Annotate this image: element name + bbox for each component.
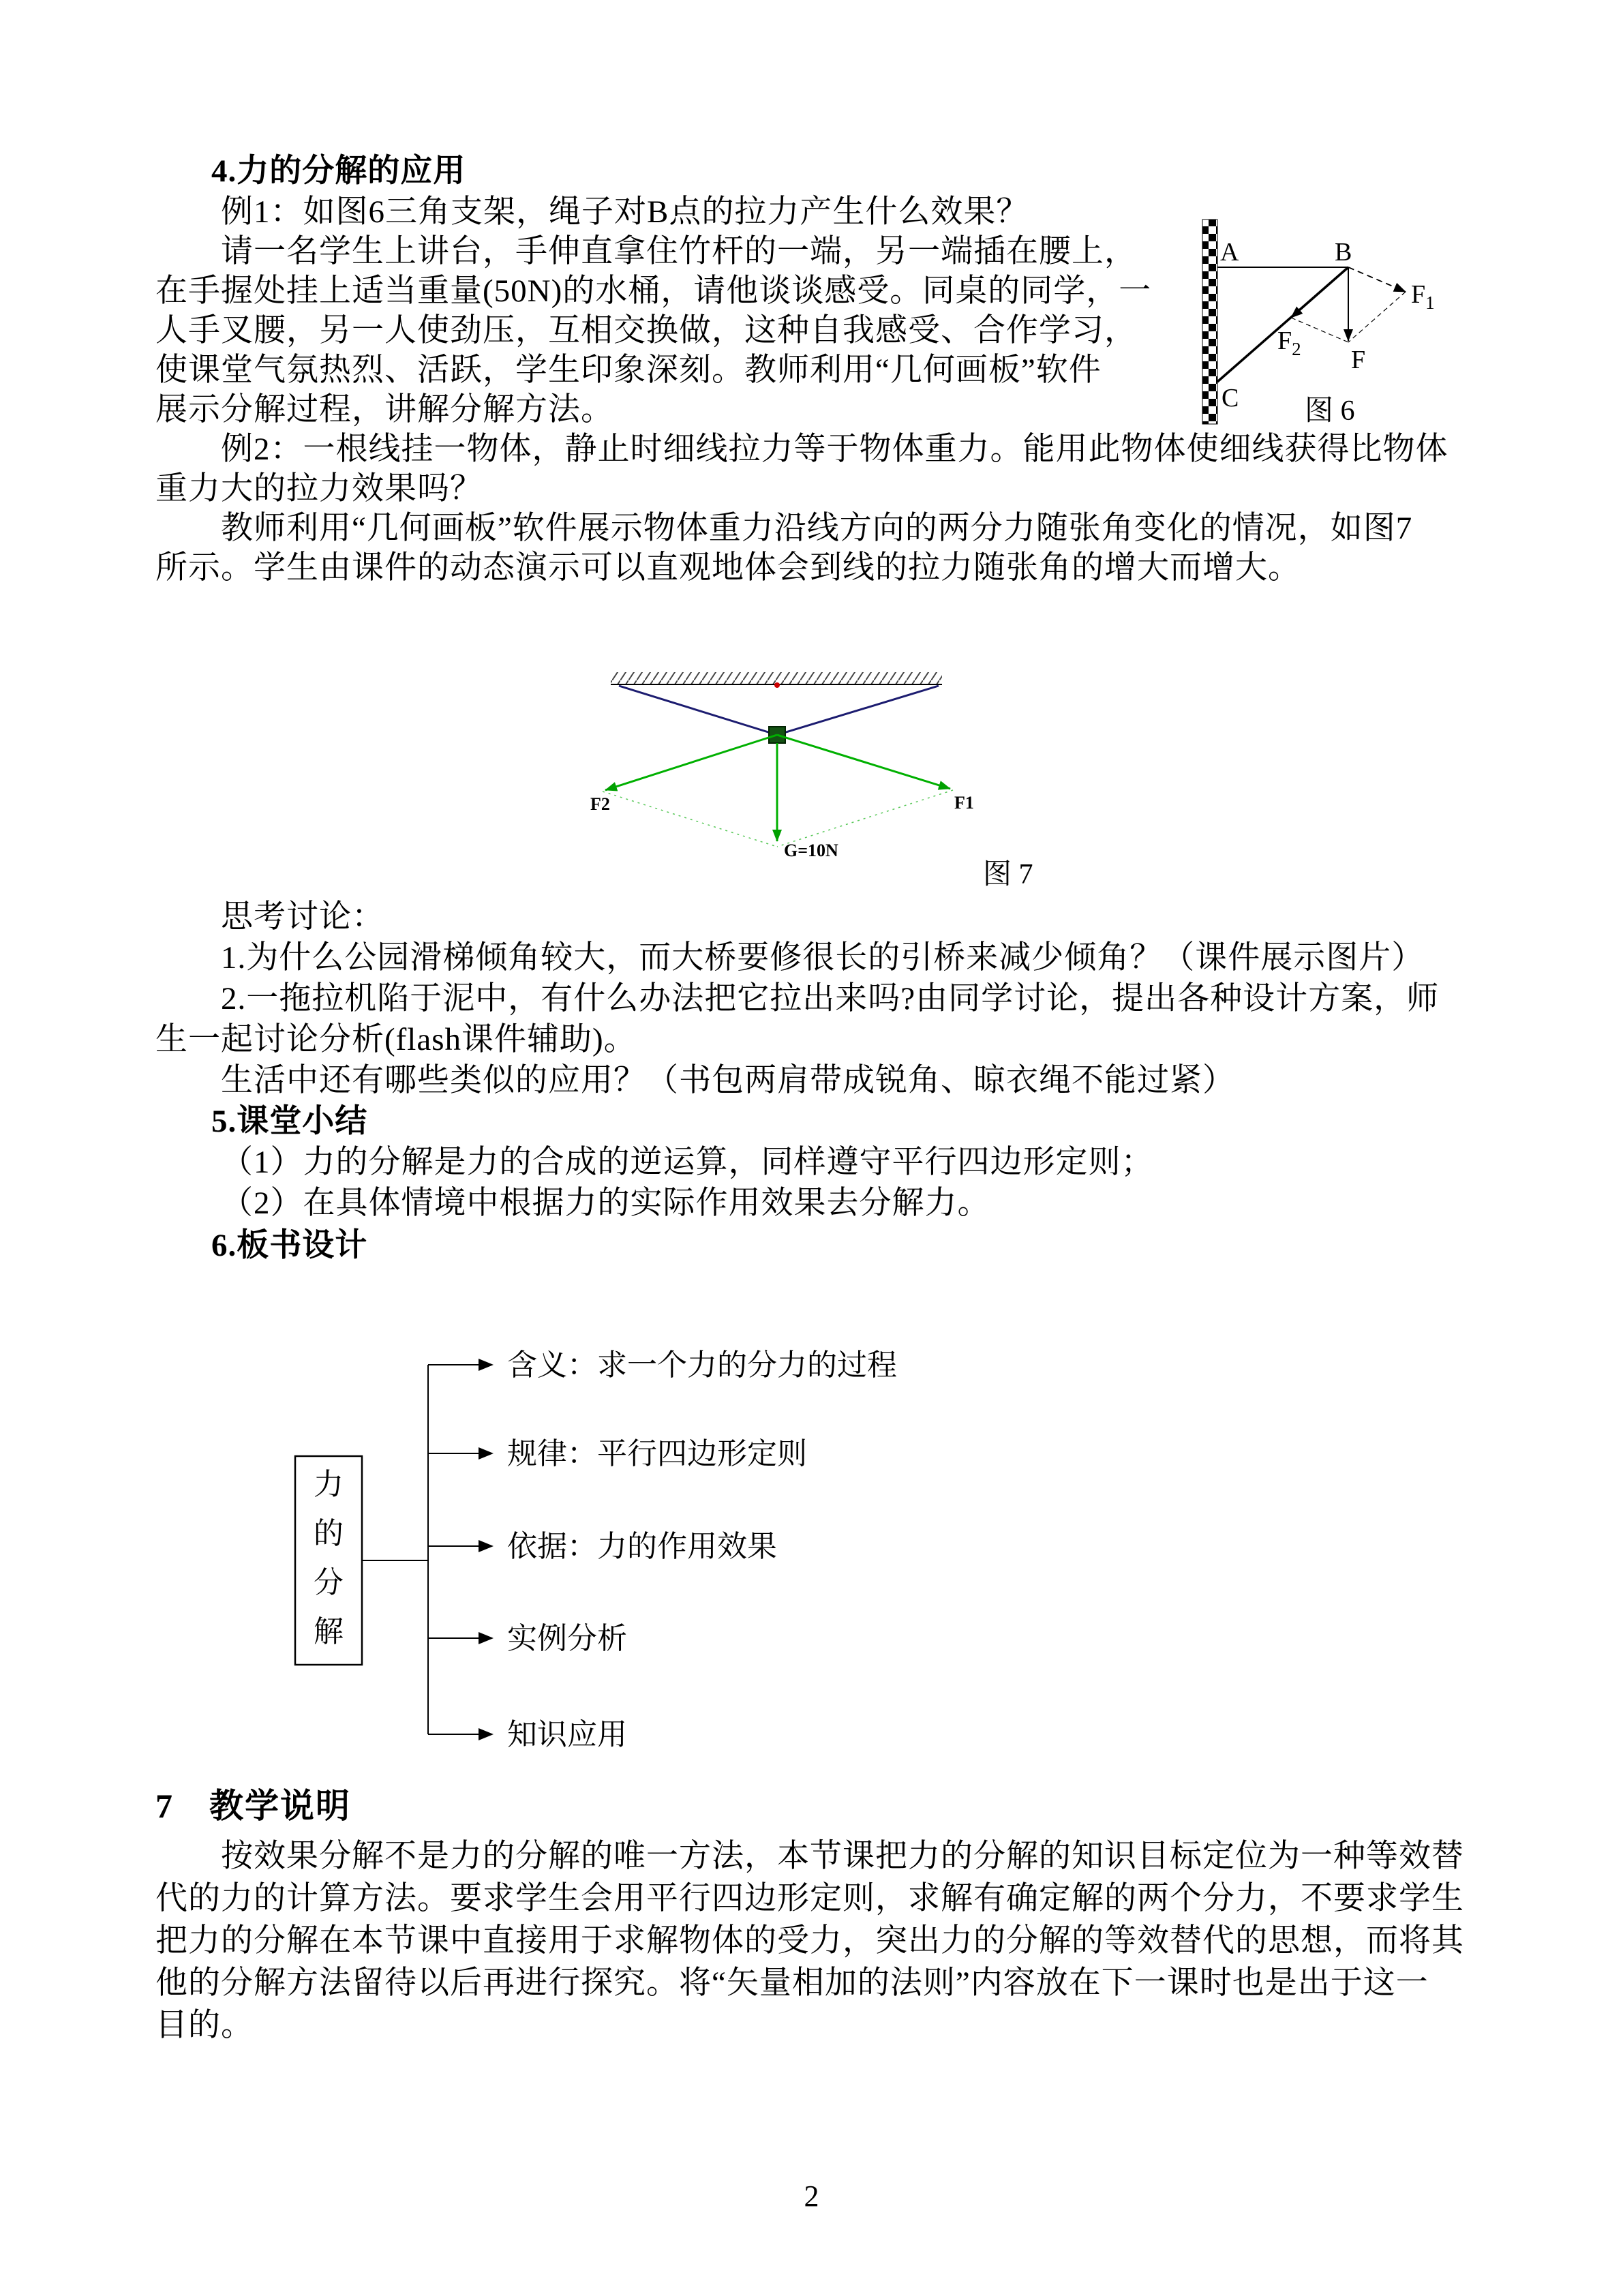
board-item-basis: 依据：力的作用效果 xyxy=(507,1530,777,1563)
parallelogram-dashed-side xyxy=(603,791,777,847)
component-F1-arrow xyxy=(777,735,950,789)
label-point-C: C xyxy=(1222,384,1239,412)
text-line: 2.一拖拉机陷于泥中，有什么办法把它拉出来吗?由同学讨论，提出各种设计方案，师 xyxy=(221,981,1440,1016)
heading-4-application: 4.力的分解的应用 xyxy=(211,153,466,189)
text-line: 他的分解方法留待以后再进行探究。将“矢量相加的法则”内容放在下一课时也是出于这一 xyxy=(155,1965,1429,2001)
label-force-F1: $F_1$ xyxy=(1411,280,1435,313)
wall-hatched xyxy=(1202,220,1217,424)
text-line: 生活中还有哪些类似的应用？（书包两肩带成锐角、晾衣绳不能过紧） xyxy=(221,1063,1235,1098)
page-number: 2 xyxy=(804,2179,819,2213)
text-line: 教师利用“几何画板”软件展示物体重力沿线方向的两分力随张角变化的情况，如图7 xyxy=(221,511,1413,546)
component-F2-arrow xyxy=(605,735,777,790)
figure6-caption: 图 6 xyxy=(1305,395,1355,427)
label-point-A: A xyxy=(1220,238,1239,267)
heading-6-board-design: 6.板书设计 xyxy=(211,1228,368,1263)
board-item-application: 知识应用 xyxy=(507,1718,627,1751)
label-F1: F1 xyxy=(954,793,974,813)
text-line: 重力大的拉力效果吗？ xyxy=(155,471,483,507)
figure7-caption: 图 7 xyxy=(983,859,1033,890)
force-F2-arrow xyxy=(1291,267,1348,318)
board-design-diagram xyxy=(273,1323,1159,1786)
board-box-char: 分 xyxy=(314,1566,344,1599)
text-line: 所示。学生由课件的动态演示可以直观地体会到线的拉力随张角的增大而增大。 xyxy=(155,550,1301,586)
text-line: 把力的分解在本节课中直接用于求解物体的受力，突出力的分解的等效替代的思想，而将其 xyxy=(155,1923,1464,1959)
label-point-B: B xyxy=(1335,238,1352,267)
text-line-example2: 例2：一根线挂一物体，静止时细线拉力等于物体重力。能用此物体使细线获得比物体 xyxy=(221,432,1448,467)
text-line: 目的。 xyxy=(155,2008,254,2043)
text-line: 请一名学生上讲台，手伸直拿住竹杆的一端，另一端插在腰上， xyxy=(221,234,1137,269)
board-item-example: 实例分析 xyxy=(507,1622,627,1655)
label-force-F: F xyxy=(1351,346,1366,374)
board-item-rule: 规律：平行四边形定则 xyxy=(507,1437,807,1470)
left-string xyxy=(619,686,777,735)
board-box-char: 力 xyxy=(314,1468,344,1501)
text-line: 人手叉腰，另一人使劲压，互相交换做，这种自我感受、合作学习， xyxy=(155,313,1137,348)
text-line: 在手握处挂上适当重量(50N)的水桶，请他谈谈感受。同桌的同学，一 xyxy=(155,273,1152,309)
label-force-F2: $F_2$ xyxy=(1277,327,1301,359)
parallelogram-side xyxy=(1348,292,1406,342)
text-line: 生一起讨论分析(flash课件辅助)。 xyxy=(155,1022,637,1057)
midpoint-marker xyxy=(774,682,780,688)
parallelogram-dashed-side xyxy=(777,790,953,847)
arrowhead-icon xyxy=(479,1359,494,1371)
board-box-char: 的 xyxy=(314,1517,344,1550)
text-line: （2）在具体情境中根据力的实际作用效果去分解力。 xyxy=(221,1185,990,1221)
label-F2: F2 xyxy=(590,794,610,814)
right-string xyxy=(777,686,939,735)
text-line: 代的力的计算方法。要求学生会用平行四边形定则，求解有确定解的两个分力，不要求学生 xyxy=(155,1881,1464,1916)
force-F1-arrow xyxy=(1348,267,1406,292)
arrowhead-icon xyxy=(479,1540,494,1552)
arrowhead-icon xyxy=(479,1447,494,1460)
text-line-example1: 例1：如图6三角支架，绳子对B点的拉力产生什么效果？ xyxy=(221,194,1029,230)
text-line: 使课堂气氛热烈、活跃，学生印象深刻。教师利用“几何画板”软件 xyxy=(155,352,1102,388)
figure-6-bracket-diagram xyxy=(1186,211,1486,443)
heading-5-summary: 5.课堂小结 xyxy=(211,1104,368,1139)
text-line-discussion: 思考讨论： xyxy=(221,899,384,935)
heading-7-teaching-notes: 7 教学说明 xyxy=(155,1787,351,1825)
arrowhead-icon xyxy=(479,1632,494,1644)
text-line: （1）力的分解是力的合成的逆运算，同样遵守平行四边形定则； xyxy=(221,1145,1154,1180)
figure-7-decomposition-diagram xyxy=(579,668,1070,900)
arrowhead-icon xyxy=(479,1728,494,1740)
text-line: 按效果分解不是力的分解的唯一方法，本节课把力的分解的知识目标定位为一种等效替 xyxy=(221,1839,1464,1874)
text-line: 1.为什么公园滑梯倾角较大，而大桥要修很长的引桥来减少倾角？（课件展示图片） xyxy=(221,940,1425,976)
board-item-meaning: 含义：求一个力的分力的过程 xyxy=(507,1348,897,1382)
board-box-char: 解 xyxy=(314,1615,344,1648)
label-G: G=10N xyxy=(784,841,838,860)
text-line: 展示分解过程，讲解分解方法。 xyxy=(155,392,613,427)
